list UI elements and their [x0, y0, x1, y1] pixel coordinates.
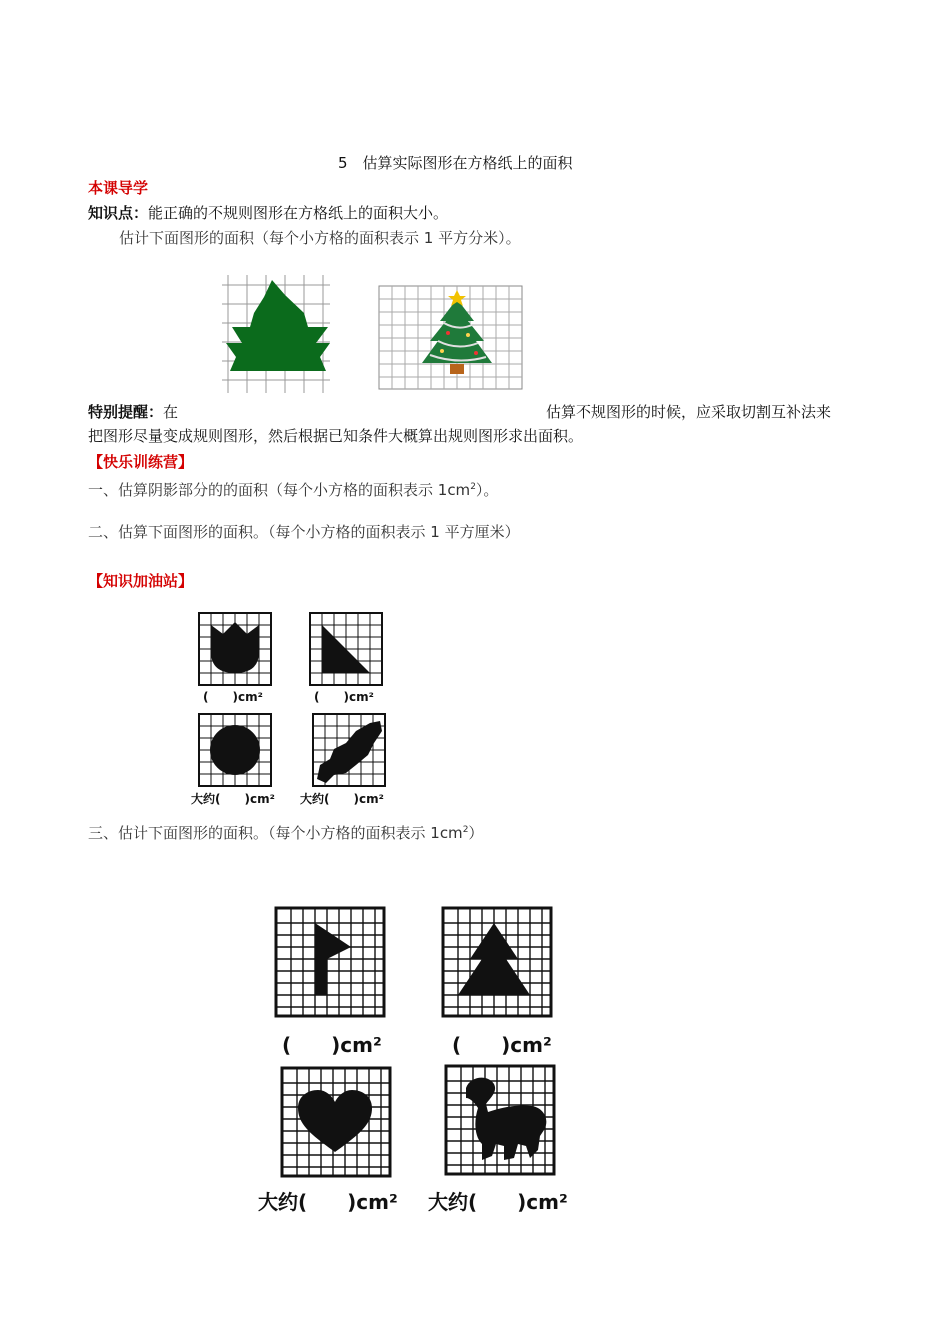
tree-grid-figure [441, 906, 553, 1018]
knowledge-point [88, 203, 448, 223]
station-caption-1: ( )cm² [203, 690, 263, 704]
reminder-text-before: 在 [163, 403, 179, 421]
question-3-sup: 2 [462, 825, 469, 835]
circle-shape [210, 725, 260, 775]
animal-grid-figure [444, 1064, 556, 1176]
section-heading-guide: 本课导学 [88, 179, 149, 197]
station-caption-2: ( )cm² [314, 690, 374, 704]
q3-caption-3: 大约( )cm² [258, 1190, 398, 1214]
estimate-instruction: 估计下面图形的面积（每个小方格的面积表示 1 平方分米）。 [119, 229, 521, 247]
question-1 [88, 477, 498, 500]
triangle-grid-figure [309, 612, 383, 686]
station-caption-3: 大约( )cm² [191, 792, 275, 806]
tulip-grid-figure [198, 612, 272, 686]
station-caption-4: 大约( )cm² [300, 792, 384, 806]
blob-grid-figure [312, 713, 388, 787]
question-1-text: 一、估算阴影部分的的面积（每个小方格的面积表示 1cm [88, 481, 471, 499]
section-heading-station: 【知识加油站】 [88, 572, 194, 590]
q3-caption-2: ( )cm² [452, 1033, 552, 1057]
reminder-label: 特别提醒： [88, 403, 164, 421]
reminder-line-1 [88, 402, 178, 422]
question-2: 二、估算下面图形的面积。（每个小方格的面积表示 1 平方厘米） [88, 523, 520, 541]
question-1-end: ）。 [475, 481, 499, 499]
q3-caption-1: ( )cm² [282, 1033, 382, 1057]
flag-grid-figure [274, 906, 386, 1018]
question-1-sup: 2 [470, 482, 476, 492]
reminder-line-2: 把图形尽量变成规则图形，然后根据已知条件大概算出规则图形求出面积。 [88, 427, 584, 445]
heart-grid-figure [280, 1066, 392, 1178]
christmas-tree-grid-figure [378, 285, 524, 391]
leaf-shape [226, 280, 330, 371]
page-title: 5 估算实际图形在方格纸上的面积 [338, 154, 573, 172]
knowledge-label: 知识点： [88, 204, 149, 222]
q3-caption-4: 大约( )cm² [428, 1190, 568, 1214]
question-3 [88, 820, 483, 843]
reminder-text-after: 估算不规图形的时候，应采取切割互补法来 [546, 403, 832, 421]
leaf-grid-figure [220, 275, 332, 395]
circle-grid-figure [198, 713, 272, 787]
question-3-text: 三、估计下面图形的面积。（每个小方格的面积表示 1cm [88, 824, 463, 842]
knowledge-text: 能正确的不规则图形在方格纸上的面积大小。 [148, 204, 449, 222]
section-heading-training: 【快乐训练营】 [88, 453, 194, 471]
question-3-end: ） [468, 824, 484, 842]
